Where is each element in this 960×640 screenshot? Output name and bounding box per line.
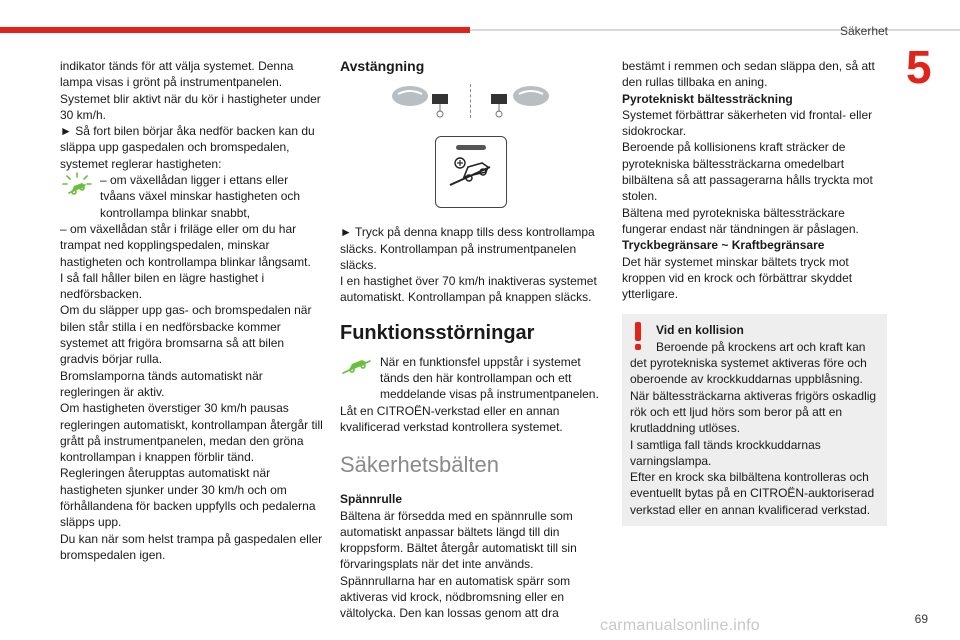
heading-seat-belts: Säkerhetsbälten bbox=[340, 452, 499, 478]
paragraph: Du kan när som helst trampa på gaspedalen eller bromspedalen igen. bbox=[60, 531, 323, 562]
paragraph: Systemet blir aktivt när du kör i hastigheter under 30 km/h. bbox=[60, 91, 321, 122]
warning-text: Beroende på krockens art och kraft kan det pyrotekniska systemet aktiveras före och oberoende av krockkuddarnas uppblåsning. bbox=[630, 339, 867, 387]
paragraph: Bältena är försedda med en spännrulle som automatiskt anpassar bältets längd till din kroppsform. Bältet återgår automatiskt till sin förvaringsplats när det inte används. bbox=[340, 508, 577, 572]
paragraph: I en hastighet över 70 km/h inaktiveras systemet automatiskt. Kontrollampan på knappen släcks. bbox=[340, 274, 597, 305]
subheading-retractor: Spännrulle bbox=[340, 492, 403, 507]
subheading-force-limiter: Tryckbegränsare ~ Kraftbegränsare bbox=[622, 238, 825, 253]
paragraph: Om hastigheten överstiger 30 km/h pausas regleringen automatiskt, kontrollampan återgår till grått på instrumentpanelen, medan den gröna kontrollampan i knappen förblir tänd. bbox=[60, 401, 323, 465]
warning-exclamation-icon bbox=[630, 320, 646, 356]
warning-paragraph: Efter en krock ska bilbältena kontrolleras och eventuellt bytas på en CITROËN-auktoriserad verkstad eller en annan kvalificerad verkstad. bbox=[630, 470, 875, 517]
dashboard-steering-wheel-right-icon bbox=[475, 84, 551, 122]
heading-malfunction: Funktionsstörningar bbox=[340, 321, 535, 344]
warning-paragraph bbox=[630, 339, 879, 388]
paragraph: Beroende på kollisionens kraft sträcker de pyrotekniska bältessträckarna omedelbart bilbältena så att passagerarna hålls tryckta mot stolen. bbox=[622, 140, 873, 204]
hill-descent-fault-lamp-icon bbox=[340, 354, 376, 380]
paragraph: – om växellådan står i friläge eller om du har trampat ned kopplingspedalen, minskar hastigheten och kontrollampa blinkar långsamt. bbox=[60, 221, 311, 269]
section-title: Säkerhet bbox=[839, 24, 888, 38]
warning-title: Vid en kollision bbox=[656, 323, 744, 338]
header-accent-bar bbox=[0, 27, 470, 33]
paragraph: bestämt i remmen och sedan släppa den, så att den rullas tillbaka en aning. bbox=[622, 59, 875, 90]
paragraph: Det här systemet minskar bältets tryck mot kroppen vid en krock och förbättrar skyddet ytterligare. bbox=[622, 254, 853, 302]
paragraph: ► Tryck på denna knapp tills dess kontrollampa släcks. Kontrollampan på instrumentpanelen släcks. bbox=[340, 225, 595, 272]
subheading-pyrotechnic: Pyrotekniskt bältessträckning bbox=[622, 91, 793, 106]
warning-paragraph: I samtliga fall tänds krockkuddarnas varningslampa. bbox=[630, 437, 821, 468]
page-number: 69 bbox=[914, 612, 928, 626]
hill-descent-button-illustration bbox=[340, 84, 605, 214]
paragraph: Bromslamporna tänds automatiskt när regleringen är aktiv. bbox=[60, 368, 263, 399]
paragraph: Om du släpper upp gas- och bromspedalen när bilen står stilla i en nedförsbacke kommer systemet att frigöra bromsarna så att bilen gradvis börjar rulla. bbox=[60, 303, 312, 367]
paragraph: indikator tänds för att välja systemet. Denna lampa visas i grönt på instrumentpanelen. bbox=[60, 59, 294, 90]
column-1 bbox=[60, 58, 325, 563]
paragraph: Spännrullarna har en automatisk spärr som aktiveras vid krock, nödbromsning eller en vältolycka. Den kan lossas genom att dra bbox=[340, 573, 571, 621]
warning-paragraph: När bältessträckarna aktiveras frigörs oskadlig rök och ett ljud hörs som beror på att en krutladdning utlöses. bbox=[630, 388, 877, 436]
watermark: carmanualsonline.info bbox=[600, 617, 760, 634]
hill-descent-button bbox=[435, 136, 507, 208]
illustration-divider bbox=[470, 84, 471, 118]
hill-descent-green-lamp-icon bbox=[60, 172, 96, 202]
heading-switch-off: Avstängning bbox=[340, 58, 425, 74]
paragraph: I så fall håller bilen en lägre hastighet i nedförsbacken. bbox=[60, 270, 265, 302]
column-2 bbox=[340, 58, 605, 622]
paragraph: När en funktionsfel uppstår i systemet tänds den här kontrollampan och ett meddelande visas på instrumentpanelen. bbox=[380, 354, 599, 402]
column-3 bbox=[622, 58, 887, 526]
dashboard-steering-wheel-left-icon bbox=[390, 84, 466, 122]
paragraph: Systemet förbättrar säkerheten vid frontal- eller sidokrockar. bbox=[622, 107, 873, 139]
paragraph: Bältena med pyrotekniska bältessträckare fungerar endast när tändningen är påslagen. bbox=[622, 205, 859, 236]
paragraph: Låt en CITROËN-verkstad eller en annan kvalificerad verkstad kontrollera systemet. bbox=[340, 403, 563, 434]
paragraph: Regleringen återupptas automatiskt när hastigheten sjunker under 30 km/h och om förhållandena för backen uppfylls och pedalerna släpps upp. bbox=[60, 466, 316, 530]
chapter-number: 5 bbox=[906, 41, 932, 93]
indicator-note bbox=[60, 172, 325, 221]
malfunction-note bbox=[340, 354, 605, 403]
paragraph: ► Så fort bilen börjar åka nedför backen kan du släppa upp gaspedalen och bromspedalen, systemet reglerar hastigheten: bbox=[60, 124, 315, 171]
warning-box bbox=[622, 314, 887, 526]
paragraph: – om växellådan ligger i ettans eller tvåans växel minskar hastigheten och kontrollampa blinkar snabbt, bbox=[100, 173, 301, 220]
